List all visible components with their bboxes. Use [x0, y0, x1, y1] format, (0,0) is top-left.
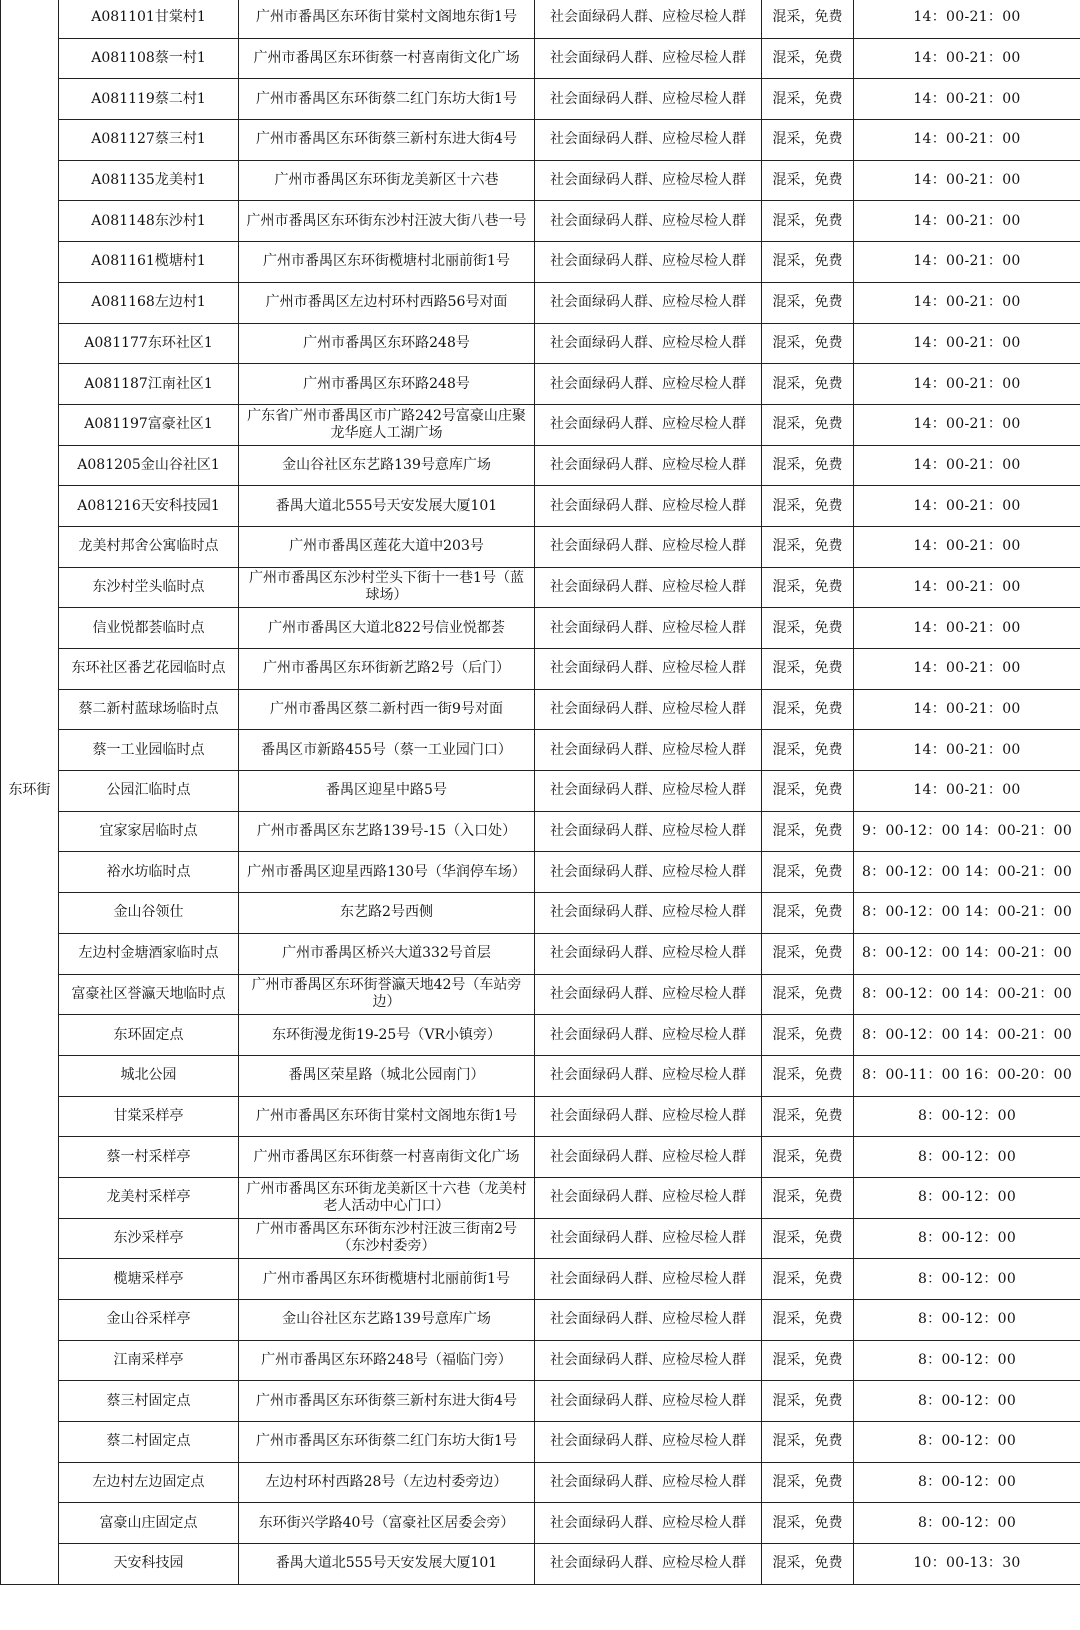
address-cell: 广州市番禺区东环路248号 [239, 364, 535, 405]
table-row [1, 1462, 1080, 1503]
site-name-cell: 富豪山庄固定点 [59, 1503, 239, 1544]
site-name-cell: A081168左边村1 [59, 282, 239, 323]
sampling-mode-cell: 混采，免费 [762, 364, 854, 405]
target-group-cell: 社会面绿码人群、应检尽检人群 [535, 0, 762, 38]
address-cell: 广州市番禺区东沙村坣头下街十一巷1号（蓝球场） [239, 567, 535, 608]
service-time-cell: 14：00-21：00 [854, 526, 1080, 567]
address-cell: 番禺区荣星路（城北公园南门） [239, 1055, 535, 1096]
site-name-cell: 蔡二新村蓝球场临时点 [59, 689, 239, 730]
target-group-cell: 社会面绿码人群、应检尽检人群 [535, 1055, 762, 1096]
target-group-cell: 社会面绿码人群、应检尽检人群 [535, 1381, 762, 1422]
target-group-cell: 社会面绿码人群、应检尽检人群 [535, 1544, 762, 1585]
district-cell: 东环街 [1, 0, 59, 1584]
target-group-cell: 社会面绿码人群、应检尽检人群 [535, 771, 762, 812]
address-cell: 广州市番禺区东环街誉瀛天地42号（车站旁边） [239, 974, 535, 1015]
address-cell: 广州市番禺区东环街东沙村汪波大街八巷一号 [239, 201, 535, 242]
target-group-cell: 社会面绿码人群、应检尽检人群 [535, 1422, 762, 1463]
site-name-cell: A081216天安科技园1 [59, 486, 239, 527]
service-time-cell: 8：00-11：00 16：00-20：00 [854, 1055, 1080, 1096]
service-time-cell: 14：00-21：00 [854, 771, 1080, 812]
target-group-cell: 社会面绿码人群、应检尽检人群 [535, 526, 762, 567]
service-time-cell: 8：00-12：00 14：00-21：00 [854, 1015, 1080, 1056]
table-row [1, 689, 1080, 730]
target-group-cell: 社会面绿码人群、应检尽检人群 [535, 445, 762, 486]
table-row [1, 38, 1080, 79]
table-row [1, 852, 1080, 893]
target-group-cell: 社会面绿码人群、应检尽检人群 [535, 282, 762, 323]
service-time-cell: 8：00-12：00 [854, 1381, 1080, 1422]
service-time-cell: 8：00-12：00 [854, 1137, 1080, 1178]
table-row [1, 649, 1080, 690]
sampling-mode-cell: 混采，免费 [762, 771, 854, 812]
address-cell: 广州市番禺区桥兴大道332号首层 [239, 933, 535, 974]
target-group-cell: 社会面绿码人群、应检尽检人群 [535, 242, 762, 283]
target-group-cell: 社会面绿码人群、应检尽检人群 [535, 1503, 762, 1544]
sampling-mode-cell: 混采，免费 [762, 0, 854, 38]
table-row [1, 1381, 1080, 1422]
service-time-cell: 14：00-21：00 [854, 79, 1080, 120]
site-name-cell: 天安科技园 [59, 1544, 239, 1585]
sampling-mode-cell: 混采，免费 [762, 1340, 854, 1381]
site-name-cell: 蔡一工业园临时点 [59, 730, 239, 771]
sampling-mode-cell: 混采，免费 [762, 730, 854, 771]
service-time-cell: 14：00-21：00 [854, 38, 1080, 79]
address-cell: 广州市番禺区东环街甘棠村文阁地东街1号 [239, 1096, 535, 1137]
table-row [1, 1177, 1080, 1218]
address-cell: 东艺路2号西侧 [239, 893, 535, 934]
service-time-cell: 14：00-21：00 [854, 486, 1080, 527]
sampling-mode-cell: 混采，免费 [762, 811, 854, 852]
sampling-mode-cell: 混采，免费 [762, 567, 854, 608]
target-group-cell: 社会面绿码人群、应检尽检人群 [535, 811, 762, 852]
service-time-cell: 14：00-21：00 [854, 364, 1080, 405]
site-name-cell: 信业悦都荟临时点 [59, 608, 239, 649]
address-cell: 广州市番禺区东环街新艺路2号（后门） [239, 649, 535, 690]
sampling-mode-cell: 混采，免费 [762, 1544, 854, 1585]
site-name-cell: A081197富豪社区1 [59, 404, 239, 445]
site-name-cell: A081127蔡三村1 [59, 120, 239, 161]
service-time-cell: 8：00-12：00 [854, 1503, 1080, 1544]
table-row [1, 445, 1080, 486]
target-group-cell: 社会面绿码人群、应检尽检人群 [535, 974, 762, 1015]
sampling-mode-cell: 混采，免费 [762, 649, 854, 690]
service-time-cell: 8：00-12：00 [854, 1462, 1080, 1503]
sampling-mode-cell: 混采，免费 [762, 1503, 854, 1544]
service-time-cell: 14：00-21：00 [854, 404, 1080, 445]
service-time-cell: 14：00-21：00 [854, 323, 1080, 364]
target-group-cell: 社会面绿码人群、应检尽检人群 [535, 1015, 762, 1056]
table-row [1, 282, 1080, 323]
address-cell: 广州市番禺区东环街榄塘村北丽前街1号 [239, 1259, 535, 1300]
table-row [1, 1015, 1080, 1056]
sampling-mode-cell: 混采，免费 [762, 852, 854, 893]
address-cell: 广州市番禺区莲花大道中203号 [239, 526, 535, 567]
service-time-cell: 14：00-21：00 [854, 608, 1080, 649]
target-group-cell: 社会面绿码人群、应检尽检人群 [535, 404, 762, 445]
table-row [1, 1422, 1080, 1463]
site-name-cell: 金山谷采样亭 [59, 1300, 239, 1341]
address-cell: 广州市番禺区东环街蔡一村喜南街文化广场 [239, 1137, 535, 1178]
table-row [1, 1096, 1080, 1137]
target-group-cell: 社会面绿码人群、应检尽检人群 [535, 1177, 762, 1218]
site-name-cell: 蔡二村固定点 [59, 1422, 239, 1463]
target-group-cell: 社会面绿码人群、应检尽检人群 [535, 689, 762, 730]
site-name-cell: 左边村金塘酒家临时点 [59, 933, 239, 974]
site-name-cell: 左边村左边固定点 [59, 1462, 239, 1503]
sampling-mode-cell: 混采，免费 [762, 1259, 854, 1300]
service-time-cell: 8：00-12：00 14：00-21：00 [854, 933, 1080, 974]
address-cell: 广州市番禺区东环路248号（福临门旁） [239, 1340, 535, 1381]
site-name-cell: A081101甘棠村1 [59, 0, 239, 38]
sampling-mode-cell: 混采，免费 [762, 160, 854, 201]
service-time-cell: 8：00-12：00 [854, 1422, 1080, 1463]
sampling-mode-cell: 混采，免费 [762, 1137, 854, 1178]
table-row [1, 79, 1080, 120]
address-cell: 广州市番禺区东环街蔡二红门东坊大街1号 [239, 1422, 535, 1463]
target-group-cell: 社会面绿码人群、应检尽检人群 [535, 486, 762, 527]
target-group-cell: 社会面绿码人群、应检尽检人群 [535, 201, 762, 242]
site-name-cell: A081148东沙村1 [59, 201, 239, 242]
site-name-cell: A081119蔡二村1 [59, 79, 239, 120]
service-time-cell: 14：00-21：00 [854, 242, 1080, 283]
site-name-cell: A081187江南社区1 [59, 364, 239, 405]
sampling-mode-cell: 混采，免费 [762, 1177, 854, 1218]
site-name-cell: 裕水坊临时点 [59, 852, 239, 893]
table-row [1, 486, 1080, 527]
target-group-cell: 社会面绿码人群、应检尽检人群 [535, 1218, 762, 1259]
sampling-mode-cell: 混采，免费 [762, 242, 854, 283]
target-group-cell: 社会面绿码人群、应检尽检人群 [535, 1137, 762, 1178]
target-group-cell: 社会面绿码人群、应检尽检人群 [535, 1300, 762, 1341]
service-time-cell: 14：00-21：00 [854, 282, 1080, 323]
table-row [1, 933, 1080, 974]
table-row [1, 0, 1080, 38]
address-cell: 广州市番禺区大道北822号信业悦都荟 [239, 608, 535, 649]
table-row [1, 1055, 1080, 1096]
table-body [1, 0, 1080, 1584]
address-cell: 广州市番禺区东环街蔡三新村东进大街4号 [239, 1381, 535, 1422]
target-group-cell: 社会面绿码人群、应检尽检人群 [535, 567, 762, 608]
site-name-cell: 东环社区番艺花园临时点 [59, 649, 239, 690]
sampling-mode-cell: 混采，免费 [762, 974, 854, 1015]
site-name-cell: 富豪社区誉瀛天地临时点 [59, 974, 239, 1015]
service-time-cell: 14：00-21：00 [854, 730, 1080, 771]
target-group-cell: 社会面绿码人群、应检尽检人群 [535, 933, 762, 974]
sampling-mode-cell: 混采，免费 [762, 282, 854, 323]
target-group-cell: 社会面绿码人群、应检尽检人群 [535, 1259, 762, 1300]
address-cell: 广州市番禺区东环街蔡二红门东坊大街1号 [239, 79, 535, 120]
sampling-mode-cell: 混采，免费 [762, 38, 854, 79]
target-group-cell: 社会面绿码人群、应检尽检人群 [535, 160, 762, 201]
site-name-cell: A081205金山谷社区1 [59, 445, 239, 486]
table-row [1, 811, 1080, 852]
address-cell: 番禺大道北555号天安发展大厦101 [239, 1544, 535, 1585]
address-cell: 广州市番禺区东环街蔡三新村东进大街4号 [239, 120, 535, 161]
address-cell: 金山谷社区东艺路139号意库广场 [239, 445, 535, 486]
table-row [1, 404, 1080, 445]
table-row [1, 1340, 1080, 1381]
site-name-cell: A081108蔡一村1 [59, 38, 239, 79]
sampling-mode-cell: 混采，免费 [762, 404, 854, 445]
sampling-mode-cell: 混采，免费 [762, 1422, 854, 1463]
address-cell: 广州市番禺区东艺路139号-15（入口处） [239, 811, 535, 852]
table-row [1, 1259, 1080, 1300]
address-cell: 广州市番禺区左边村环村西路56号对面 [239, 282, 535, 323]
address-cell: 广州市番禺区东环街龙美新区十六巷 [239, 160, 535, 201]
sampling-mode-cell: 混采，免费 [762, 1055, 854, 1096]
target-group-cell: 社会面绿码人群、应检尽检人群 [535, 649, 762, 690]
service-time-cell: 14：00-21：00 [854, 445, 1080, 486]
sampling-mode-cell: 混采，免费 [762, 1300, 854, 1341]
sampling-mode-cell: 混采，免费 [762, 933, 854, 974]
site-name-cell: 蔡三村固定点 [59, 1381, 239, 1422]
service-time-cell: 8：00-12：00 [854, 1177, 1080, 1218]
site-name-cell: 龙美村采样亭 [59, 1177, 239, 1218]
address-cell: 广州市番禺区东环路248号 [239, 323, 535, 364]
service-time-cell: 8：00-12：00 [854, 1259, 1080, 1300]
service-time-cell: 14：00-21：00 [854, 0, 1080, 38]
site-name-cell: A081177东环社区1 [59, 323, 239, 364]
target-group-cell: 社会面绿码人群、应检尽检人群 [535, 79, 762, 120]
sampling-mode-cell: 混采，免费 [762, 526, 854, 567]
table-row [1, 120, 1080, 161]
address-cell: 番禺大道北555号天安发展大厦101 [239, 486, 535, 527]
address-cell: 广州市番禺区东环街甘棠村文阁地东街1号 [239, 0, 535, 38]
table-row [1, 364, 1080, 405]
address-cell: 东环街漫龙街19-25号（VR小镇旁） [239, 1015, 535, 1056]
sampling-mode-cell: 混采，免费 [762, 323, 854, 364]
sampling-mode-cell: 混采，免费 [762, 1381, 854, 1422]
service-time-cell: 8：00-12：00 [854, 1096, 1080, 1137]
table-row [1, 1503, 1080, 1544]
target-group-cell: 社会面绿码人群、应检尽检人群 [535, 120, 762, 161]
table-row [1, 242, 1080, 283]
target-group-cell: 社会面绿码人群、应检尽检人群 [535, 1340, 762, 1381]
table-row [1, 201, 1080, 242]
site-name-cell: 龙美村邦舍公寓临时点 [59, 526, 239, 567]
table-row [1, 1218, 1080, 1259]
address-cell: 广州市番禺区东环街龙美新区十六巷（龙美村老人活动中心门口） [239, 1177, 535, 1218]
service-time-cell: 10：00-13：30 [854, 1544, 1080, 1585]
sampling-mode-cell: 混采，免费 [762, 445, 854, 486]
address-cell: 番禺区迎星中路5号 [239, 771, 535, 812]
target-group-cell: 社会面绿码人群、应检尽检人群 [535, 364, 762, 405]
site-name-cell: 宜家家居临时点 [59, 811, 239, 852]
sampling-mode-cell: 混采，免费 [762, 1015, 854, 1056]
site-name-cell: 公园汇临时点 [59, 771, 239, 812]
address-cell: 金山谷社区东艺路139号意库广场 [239, 1300, 535, 1341]
site-name-cell: 江南采样亭 [59, 1340, 239, 1381]
sampling-mode-cell: 混采，免费 [762, 79, 854, 120]
sampling-mode-cell: 混采，免费 [762, 1462, 854, 1503]
service-time-cell: 14：00-21：00 [854, 689, 1080, 730]
site-name-cell: 甘棠采样亭 [59, 1096, 239, 1137]
table-row [1, 1544, 1080, 1585]
address-cell: 左边村环村西路28号（左边村委旁边） [239, 1462, 535, 1503]
address-cell: 广州市番禺区东环街东沙村汪波三街南2号（东沙村委旁） [239, 1218, 535, 1259]
service-time-cell: 14：00-21：00 [854, 160, 1080, 201]
service-time-cell: 8：00-12：00 [854, 1340, 1080, 1381]
site-name-cell: 榄塘采样亭 [59, 1259, 239, 1300]
sampling-mode-cell: 混采，免费 [762, 201, 854, 242]
site-name-cell: 东环固定点 [59, 1015, 239, 1056]
service-time-cell: 8：00-12：00 [854, 1300, 1080, 1341]
target-group-cell: 社会面绿码人群、应检尽检人群 [535, 730, 762, 771]
address-cell: 广州市番禺区蔡二新村西一街9号对面 [239, 689, 535, 730]
service-time-cell: 9：00-12：00 14：00-21：00 [854, 811, 1080, 852]
service-time-cell: 8：00-12：00 14：00-21：00 [854, 852, 1080, 893]
sampling-mode-cell: 混采，免费 [762, 689, 854, 730]
sampling-mode-cell: 混采，免费 [762, 893, 854, 934]
target-group-cell: 社会面绿码人群、应检尽检人群 [535, 38, 762, 79]
service-time-cell: 8：00-12：00 14：00-21：00 [854, 893, 1080, 934]
sampling-mode-cell: 混采，免费 [762, 608, 854, 649]
site-name-cell: 金山谷领仕 [59, 893, 239, 934]
address-cell: 广东省广州市番禺区市广路242号富豪山庄聚龙华庭人工湖广场 [239, 404, 535, 445]
address-cell: 广州市番禺区东环街榄塘村北丽前街1号 [239, 242, 535, 283]
site-name-cell: A081135龙美村1 [59, 160, 239, 201]
table-row [1, 730, 1080, 771]
service-time-cell: 8：00-12：00 [854, 1218, 1080, 1259]
service-time-cell: 14：00-21：00 [854, 120, 1080, 161]
service-time-cell: 8：00-12：00 14：00-21：00 [854, 974, 1080, 1015]
table-row [1, 1300, 1080, 1341]
address-cell: 广州市番禺区东环街蔡一村喜南街文化广场 [239, 38, 535, 79]
sampling-mode-cell: 混采，免费 [762, 1096, 854, 1137]
table-row [1, 771, 1080, 812]
table-row [1, 323, 1080, 364]
site-name-cell: 东沙采样亭 [59, 1218, 239, 1259]
target-group-cell: 社会面绿码人群、应检尽检人群 [535, 1096, 762, 1137]
address-cell: 东环街兴学路40号（富豪社区居委会旁） [239, 1503, 535, 1544]
target-group-cell: 社会面绿码人群、应检尽检人群 [535, 893, 762, 934]
target-group-cell: 社会面绿码人群、应检尽检人群 [535, 608, 762, 649]
table-row [1, 974, 1080, 1015]
site-name-cell: 东沙村坣头临时点 [59, 567, 239, 608]
table-row [1, 893, 1080, 934]
sampling-mode-cell: 混采，免费 [762, 486, 854, 527]
site-name-cell: 蔡一村采样亭 [59, 1137, 239, 1178]
target-group-cell: 社会面绿码人群、应检尽检人群 [535, 1462, 762, 1503]
sampling-mode-cell: 混采，免费 [762, 1218, 854, 1259]
address-cell: 番禺区市新路455号（蔡一工业园门口） [239, 730, 535, 771]
site-name-cell: 城北公园 [59, 1055, 239, 1096]
sampling-mode-cell: 混采，免费 [762, 120, 854, 161]
service-time-cell: 14：00-21：00 [854, 201, 1080, 242]
service-time-cell: 14：00-21：00 [854, 567, 1080, 608]
site-name-cell: A081161榄塘村1 [59, 242, 239, 283]
service-time-cell: 14：00-21：00 [854, 649, 1080, 690]
table-row [1, 1137, 1080, 1178]
table-row [1, 160, 1080, 201]
table-row [1, 567, 1080, 608]
table-row [1, 526, 1080, 567]
target-group-cell: 社会面绿码人群、应检尽检人群 [535, 323, 762, 364]
table-row [1, 608, 1080, 649]
address-cell: 广州市番禺区迎星西路130号（华润停车场） [239, 852, 535, 893]
target-group-cell: 社会面绿码人群、应检尽检人群 [535, 852, 762, 893]
